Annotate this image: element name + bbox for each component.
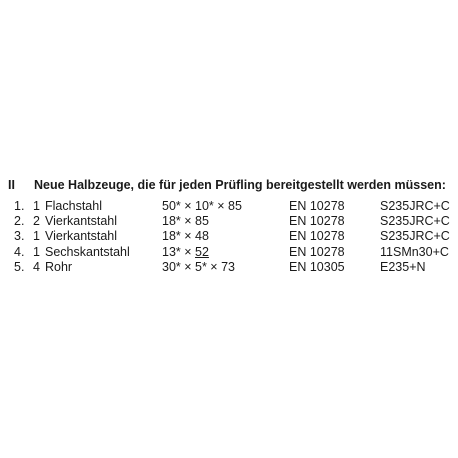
item-quantity: 1 (33, 244, 40, 259)
section-numeral: II (8, 178, 15, 192)
item-standard: EN 10278 (289, 244, 345, 259)
item-index: 4. (14, 244, 25, 259)
item-material: 11SMn30+C (380, 244, 449, 259)
item-material: S235JRC+C (380, 229, 450, 244)
list-item (0, 229, 458, 244)
item-quantity: 1 (33, 199, 40, 213)
item-name: Vierkantstahl (45, 214, 118, 229)
item-material: S235JRC+C (380, 214, 450, 229)
item-index: 1. (14, 199, 25, 213)
list-item (0, 199, 458, 214)
section-heading (8, 178, 446, 192)
item-name: Sechskantstahl (45, 244, 130, 259)
item-standard: EN 10278 (289, 214, 345, 229)
item-name: Flachstahl (45, 199, 102, 213)
item-dimensions (162, 245, 209, 259)
item-quantity: 1 (33, 229, 40, 244)
item-name: Rohr (45, 259, 73, 274)
item-material: E235+N (380, 259, 426, 274)
list-item (0, 245, 458, 260)
item-dimensions-underlined: 52 (195, 244, 209, 259)
section-title: Neue Halbzeuge, die für jeden Prüfling bereitgestellt werden müssen: (34, 178, 446, 192)
item-standard: EN 10278 (289, 199, 345, 213)
item-quantity: 4 (33, 259, 40, 274)
materials-list (0, 199, 458, 275)
item-dimensions: 30* × 5* × 73 (162, 259, 235, 274)
item-dimensions-prefix: 13* × (162, 244, 196, 259)
item-standard: EN 10278 (289, 229, 345, 244)
item-dimensions: 18* × 48 (162, 229, 209, 244)
item-quantity: 2 (33, 214, 40, 229)
list-item (0, 260, 458, 275)
item-dimensions: 18* × 85 (162, 214, 209, 229)
item-index: 5. (14, 259, 25, 274)
item-standard: EN 10305 (289, 259, 345, 274)
item-index: 3. (14, 229, 25, 244)
item-dimensions: 50* × 10* × 85 (162, 199, 242, 213)
list-item (0, 214, 458, 229)
item-name: Vierkantstahl (45, 229, 118, 244)
item-index: 2. (14, 214, 25, 229)
item-material: S235JRC+C (380, 199, 450, 213)
